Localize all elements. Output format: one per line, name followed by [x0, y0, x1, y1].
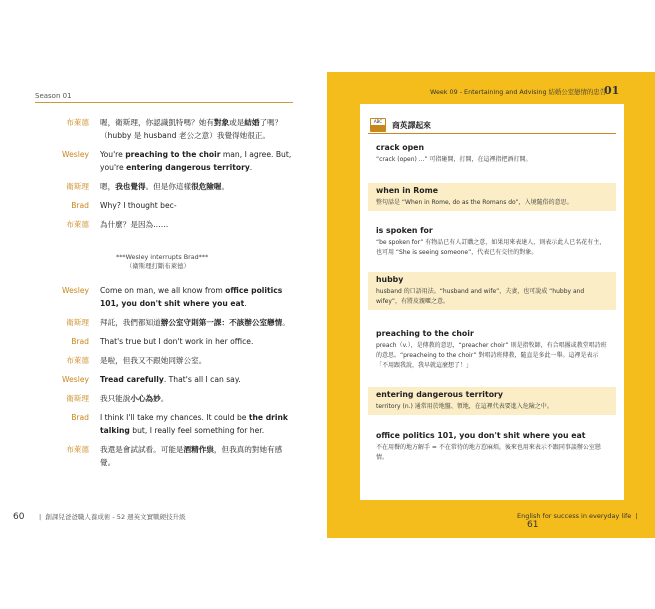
speaker-name: 衛斯理 [66, 394, 89, 403]
stage-note [116, 253, 236, 271]
page-number-right: 61 [527, 520, 539, 530]
vocab-entry [368, 326, 616, 374]
dialog-text: I think I'll take my chances. It could be the drink talking but, I really feel something for her. [100, 413, 288, 435]
vocab-term: preaching to the choir [376, 329, 474, 338]
vocab-definition: husband 的口語用法。“husband and wife”，夫妻，也可說成 “hubby and wifey”，有將皮親暱之意。 [376, 288, 585, 305]
speaker-name: Wesley [62, 150, 89, 159]
dialog-line [35, 218, 297, 231]
header-rule [35, 102, 293, 103]
dialog-text: 我只能說小心為妙。 [100, 394, 169, 403]
vocab-entry [368, 223, 616, 261]
dialog-block-1 [35, 116, 297, 237]
section-header [370, 118, 431, 132]
speaker-name: 衛斯理 [66, 318, 89, 327]
footer-book-title: | 創課兒爸爸職人養成術 - 52 週英文實戰硬技升級 [39, 513, 186, 521]
speaker-name: 布萊德 [66, 118, 89, 127]
vocab-term: crack open [376, 143, 425, 152]
dialog-line [35, 116, 297, 142]
vocab-definition: preach（v.），是傳教的意思，“preacher choir” 則是指牧師，有合唱團或教堂唱詩班的意思。“preacheing to the choir” 對唱詩班傳教，隨直是多此一舉。這裡是表示「不用跟我說，我早就這麼想了！」 [376, 342, 607, 369]
dialog-text: Come on man, we all know from office politics 101, you don't shit where you eat. [100, 286, 283, 308]
vocab-definition: 不在用餐的地方解手 = 不在常待的地方惹麻煩。後來也用來表示不跟同事談辦公室戀情。 [376, 444, 601, 461]
vocab-entry [368, 183, 616, 211]
left-footer [13, 512, 186, 522]
dialog-text: 是啦，但我又不跟她同辦公室。 [100, 356, 207, 365]
abc-icon: ABC [370, 118, 386, 132]
dialog-text: Why? I thought bec- [100, 201, 177, 210]
dialog-text: Tread carefully. That's all I can say. [100, 375, 241, 384]
dialog-line [35, 443, 297, 469]
week-number: 01 [604, 84, 620, 97]
season-label: Season 01 [35, 92, 72, 100]
speaker-name: 布萊德 [66, 445, 89, 454]
stage-note-en: ***Wesley interrupts Brad*** [116, 253, 209, 261]
vocab-definition: 整句話是 “When in Rome, do as the Romans do”，入境隨俗的意思。 [376, 199, 573, 206]
dialog-text: 嗯，我也覺得。但是你這樣很危險喔。 [100, 182, 230, 191]
vocab-entry [368, 428, 616, 466]
vocab-entry [368, 140, 616, 168]
dialog-line [35, 411, 297, 437]
speaker-name: Brad [71, 337, 89, 346]
right-footer: English for success in everyday life | 61 [517, 512, 638, 530]
speaker-name: Wesley [62, 286, 89, 295]
vocab-term: entering dangerous territory [376, 390, 503, 399]
dialog-line [35, 373, 297, 386]
vocab-definition: “crack (open) ...” 可指砸開，打開，在這裡指把酒打開。 [376, 156, 532, 163]
dialog-text: That's true but I don't work in her office. [100, 337, 254, 346]
dialog-line [35, 180, 297, 193]
dialog-text: 為什麼？是因為…… [100, 220, 169, 229]
vocab-term: office politics 101, you don't shit where you eat [376, 431, 586, 440]
section-title: 商英譯起來 [392, 120, 431, 130]
dialog-text: 喔，衛斯理，你認識凱特嗎？她有對象或是結婚了嗎？（hubby 是 husband 老公之意）我覺得她很正。 [100, 118, 283, 140]
dialog-line [35, 316, 297, 329]
vocab-definition: territory (n.) 通常用於地盤、領地，在這裡代表要進入危險之中。 [376, 403, 553, 410]
dialog-text: You're preaching to the choir man, I agree. But, you're entering dangerous territory. [100, 150, 292, 172]
vocab-term: is spoken for [376, 226, 433, 235]
speaker-name: 布萊德 [66, 356, 89, 365]
dialog-line [35, 354, 297, 367]
speaker-name: Brad [71, 413, 89, 422]
page-number-left: 60 [13, 512, 25, 522]
dialog-line [35, 335, 297, 348]
dialog-line [35, 392, 297, 405]
vocab-definition: “be spoken for” 有物品已有人訂購之意，如果用來表達人，則表示此人已名花有主，也可用 “She is seeing someone”，代表已有交往的對象。 [376, 239, 606, 256]
dialog-line [35, 199, 297, 212]
vocab-term: hubby [376, 275, 404, 284]
stage-note-zh: （衛斯理打斷布萊德） [126, 262, 190, 270]
dialog-block-2 [35, 284, 297, 475]
vocab-term: when in Rome [376, 186, 439, 195]
dialog-text: 拜託，我們都知道辦公室守則第一課：不該辦公室戀情。 [100, 318, 290, 327]
vocab-entry [368, 387, 616, 415]
speaker-name: Brad [71, 201, 89, 210]
speaker-name: 衛斯理 [66, 182, 89, 191]
section-rule [368, 133, 616, 134]
dialog-text: 我還是會試試看。可能是酒精作祟，但我真的對她有感覺。 [100, 445, 283, 467]
vocab-entry [368, 272, 616, 310]
week-header: Week 09 - Entertaining and Advising 結婚公室戀情的忠告 [430, 88, 607, 96]
dialog-line [35, 284, 297, 310]
speaker-name: 布萊德 [66, 220, 89, 229]
footer-series-title: English for success in everyday life [517, 512, 632, 520]
speaker-name: Wesley [62, 375, 89, 384]
dialog-line [35, 148, 297, 174]
